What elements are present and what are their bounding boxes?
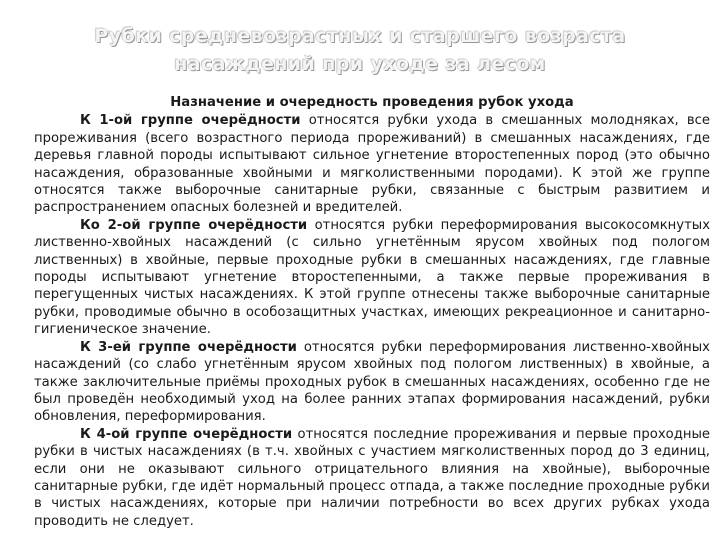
- slide-title: Рубки средневозрастных и старшего возраста насаждений при уходе за лесом: [94, 25, 626, 75]
- paragraph-text: относятся рубки переформирования лиственно-хвойных насаждений (со слабо угнетённым ярусом хвойных под пологом лиственных) в хвойные, а также заключительные приёмы проходных рубок в смешанных насаждениях, особенно где не был проведён необходимый уход на более ранних этапах формирования насаждений, рубки обновления, переформирования.: [34, 339, 710, 425]
- paragraph-lead: Ко 2-ой группе очерёдности: [80, 217, 308, 233]
- paragraph-group-4: [34, 426, 710, 530]
- paragraph-lead: К 4-ой группе очерёдности: [80, 426, 293, 442]
- paragraph-group-3: [34, 339, 710, 426]
- slide-body: [34, 94, 710, 530]
- paragraph-text: относятся рубки ухода в смешанных молодняках, все прореживания (всего возрастного периода прореживаний) в смешанных насаждениях, где деревья главной породы испытывают сильное угнетение второстепенных пород (это обычно насаждения, образованные хвойными и мягколиственными породами). К этой же группе относятся также выборочные санитарные рубки, связанные с быстрым развитием и распространением опасных болезней и вредителей.: [34, 113, 710, 216]
- paragraph-text: относятся рубки переформирования высокосомкнутых лиственно-хвойных насаждений (с сильно угнетённым ярусом хвойных под пологом лиственных) в хвойные, первые проходные рубки в смешанных насаждениях, где главные породы испытывают угнетение второстепенными, а также первые прореживания в перегущенных чистых насаждениях. К этой группе отнесены также выборочные санитарные рубки, проводимые обычно в особозащитных участках, имеющих рекреационное и санитарно-гигиеническое значение.: [34, 217, 710, 338]
- paragraph-lead: К 1-ой группе очерёдности: [80, 113, 301, 129]
- paragraph-lead: К 3-ей группе очерёдности: [80, 339, 297, 355]
- section-heading: Назначение и очередность проведения рубок ухода: [170, 95, 574, 110]
- paragraph-text: относятся последние прореживания и первые проходные рубки в чистых насаждениях (в т.ч. хвойных с участием мягколиственных пород до 3 единиц, если они не оказывают сильного отрицательного влияния на хвойные), выборочные санитарные рубки, где идёт нормальный процесс отпада, а также последние проходные рубки в чистых насаждениях, которые при наличии потребности во всех других рубках ухода проводить не следует.: [34, 426, 710, 529]
- paragraph-group-2: [34, 217, 710, 339]
- paragraph-group-1: [34, 112, 710, 216]
